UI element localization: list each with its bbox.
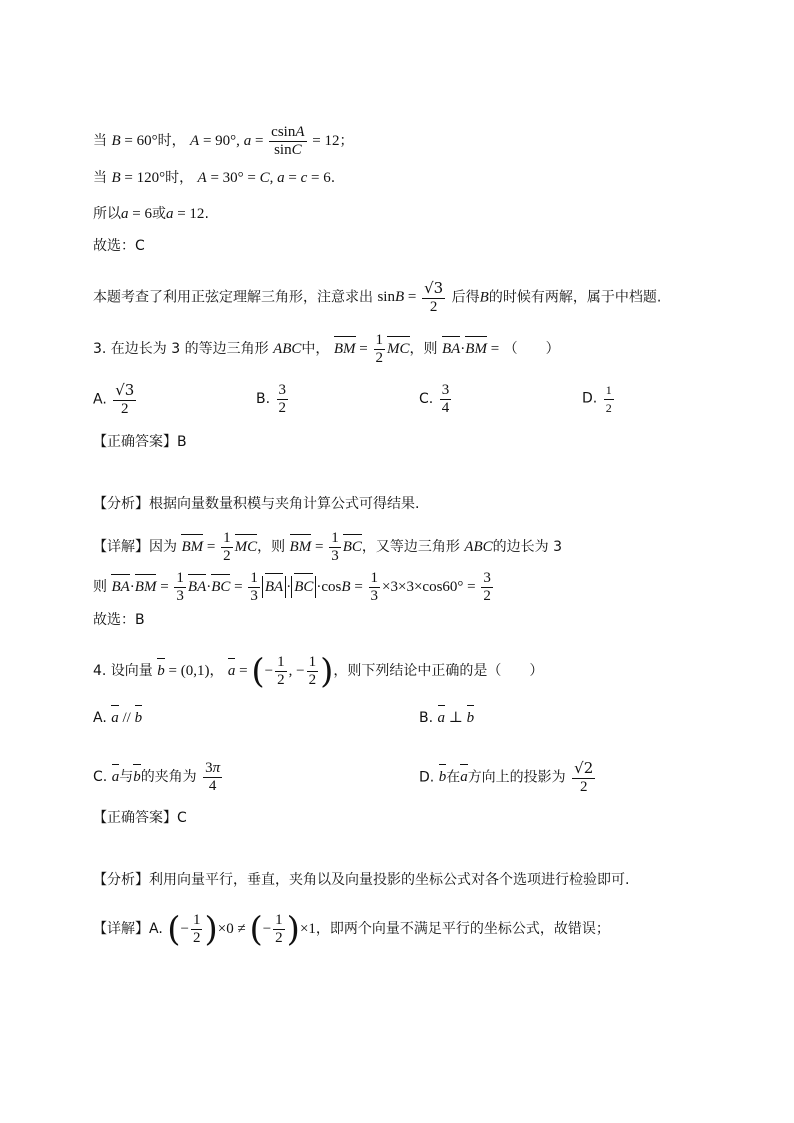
summary-line: 本题考查了利用正弦定理解三角形，注意求出 sinB = $\frac{√3}{2}$ 后得B的时候有两解，属于中档题. [93, 279, 662, 315]
option-a[interactable]: A. $\frac{√3}{2}$ [93, 381, 135, 417]
choice-line: 故选：C [93, 238, 145, 254]
question-3-analysis: 【分析】根据向量数量积模与夹角计算公式可得结果. [93, 496, 420, 512]
question-4-analysis: 【分析】利用向量平行，垂直，夹角以及向量投影的坐标公式对各个选项进行检验即可. [93, 872, 630, 888]
question-3-answer: 【正确答案】B [93, 434, 187, 450]
question-4-stem: 4. 设向量 b = (0,1)， a = (− $\frac{1}{2}$ , − $\frac{1}{2}$ )，则下列结论中正确的是（ ） [93, 651, 544, 692]
option-d[interactable]: D. b在a方向上的投影为 $\frac{√2}{2}$ [419, 759, 594, 795]
question-4-detail: 【详解】A. (− $\frac{1}{2}$ )×0 ≠ (− $\frac{1}{2}$ )×1，即两个向量不满足平行的坐标公式，故错误； [93, 909, 610, 950]
solution-line-3: 所以a = 6或a = 12. [93, 206, 209, 222]
option-b[interactable]: B. a ⊥ b [419, 710, 475, 726]
question-3-choice: 故选：B [93, 612, 145, 628]
option-a[interactable]: A. a // b [93, 710, 143, 726]
option-b[interactable]: B. $\frac{3}{2}$ [256, 382, 287, 416]
question-4-answer: 【正确答案】C [93, 810, 187, 826]
option-d[interactable]: D. $\frac{1}{2}$ [582, 383, 612, 415]
solution-line-1: 当 B = 60°时， A = 90°, a = $\frac{csinA}{\sin C}$ = 12； [93, 124, 354, 158]
question-3-computation: 则 BA·BM = $\frac{1}{3}$ BA·BC = $\frac{1}{3}$ BA · BC ·cosB = $\frac{1}{3}$ ×3×3×cos60° = $\frac{3}{2}$ [93, 570, 491, 604]
option-c[interactable]: C. a与b的夹角为 $\frac{3\pi}{4}$ [93, 760, 221, 794]
question-3-stem: 3. 在边长为 3 的等边三角形 ABC中， BM = $\frac{1}{2}$ MC，则 BA·BM = （ ） [93, 332, 560, 366]
question-3-detail: 【详解】因为 BM = $\frac{1}{2}$ MC，则 BM = $\frac{1}{3}$ BC，又等边三角形 ABC的边长为 3 [93, 530, 563, 564]
option-c[interactable]: C. $\frac{3}{4}$ [419, 382, 450, 416]
solution-line-2: 当 B = 120°时， A = 30° = C, a = c = 6. [93, 170, 336, 186]
